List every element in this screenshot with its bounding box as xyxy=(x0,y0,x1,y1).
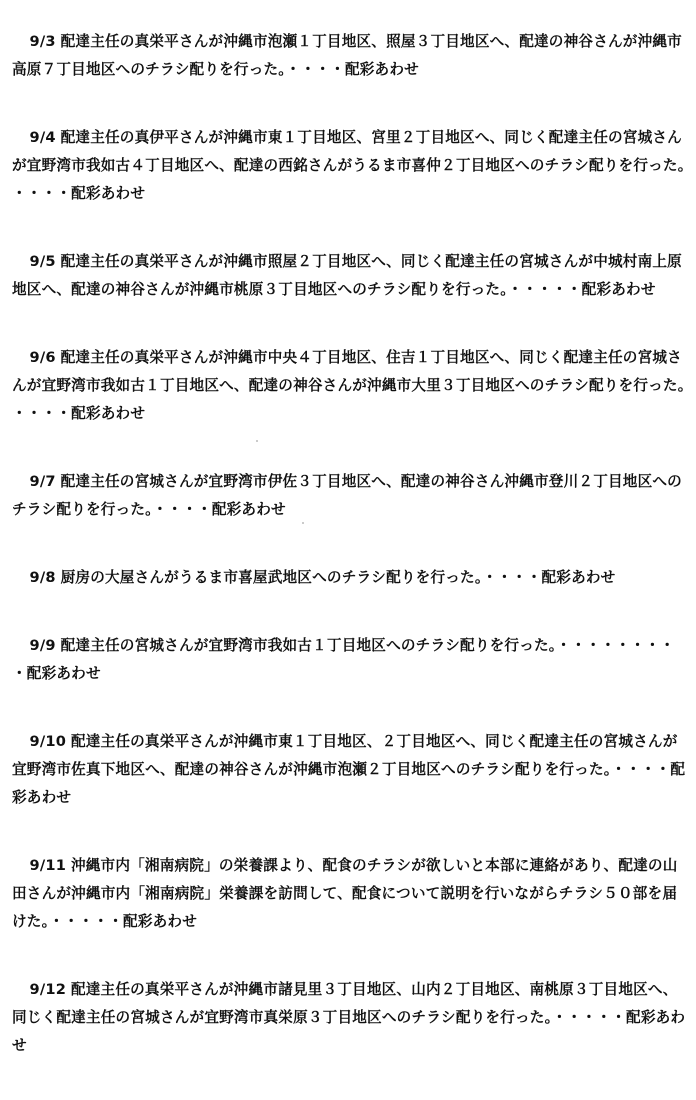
document-body xyxy=(12,28,688,1100)
entry-text: 配達主任の真栄平さんが沖縄市中央４丁目地区、住吉１丁目地区へ、同じく配達主任の宮城さんが宜野湾市我如古１丁目地区へ、配達の神谷さんが沖縄市大里３丁目地区へのチラシ配りを行った。・・・・配彩あわせ xyxy=(12,349,686,422)
log-entry-0911 xyxy=(12,852,688,936)
log-entry-0905 xyxy=(12,248,688,304)
scan-speck xyxy=(256,440,258,442)
entry-date: 9/10 xyxy=(29,733,67,750)
entry-date: 9/8 xyxy=(29,569,56,586)
entry-text: 配達主任の真栄平さんが沖縄市諸見里３丁目地区、山内２丁目地区、南桃原３丁目地区へ、同じく配達主任の宮城さんが宜野湾市真栄原３丁目地区へのチラシ配りを行った。・・・・・配彩あわせ xyxy=(12,981,686,1054)
entry-date: 9/9 xyxy=(29,637,56,654)
entry-date: 9/4 xyxy=(29,129,56,146)
entry-date: 9/7 xyxy=(29,473,56,490)
log-entry-0903 xyxy=(12,28,688,84)
entry-date: 9/3 xyxy=(29,33,56,50)
entry-date: 9/12 xyxy=(29,981,67,998)
entry-text: 配達主任の宮城さんが宜野湾市伊佐３丁目地区へ、配達の神谷さん沖縄市登川２丁目地区へのチラシ配りを行った。・・・・配彩あわせ xyxy=(12,473,682,518)
entry-text: 配達主任の宮城さんが宜野湾市我如古１丁目地区へのチラシ配りを行った。・・・・・・・・・配彩あわせ xyxy=(12,637,675,682)
log-entry-0909 xyxy=(12,632,688,688)
log-entry-0904 xyxy=(12,124,688,208)
entry-text: 配達主任の真栄平さんが沖縄市照屋２丁目地区へ、同じく配達主任の宮城さんが中城村南上原地区へ、配達の神谷さんが沖縄市桃原３丁目地区へのチラシ配りを行った。・・・・・配彩あわせ xyxy=(12,253,682,298)
entry-text: 沖縄市内「湘南病院」の栄養課より、配食のチラシが欲しいと本部に連絡があり、配達の山田さんが沖縄市内「湘南病院」栄養課を訪問して、配食について説明を行いながらチラシ５０部を届けた。・・・・・配彩あわせ xyxy=(12,857,678,930)
scan-speck xyxy=(302,522,304,524)
entry-date: 9/5 xyxy=(29,253,56,270)
entry-text: 厨房の大屋さんがうるま市喜屋武地区へのチラシ配りを行った。・・・・配彩あわせ xyxy=(60,569,616,586)
entry-text: 配達主任の真伊平さんが沖縄市東１丁目地区、宮里２丁目地区へ、同じく配達主任の宮城さんが宜野湾市我如古４丁目地区へ、配達の西銘さんがうるま市喜仲２丁目地区へのチラシ配りを行った。・・・・配彩あわせ xyxy=(12,129,686,202)
log-entry-0906 xyxy=(12,344,688,428)
log-entry-0910 xyxy=(12,728,688,812)
entry-text: 配達主任の真栄平さんが沖縄市東１丁目地区、２丁目地区へ、同じく配達主任の宮城さんが宜野湾市佐真下地区へ、配達の神谷さんが沖縄市泡瀬２丁目地区へのチラシ配りを行った。・・・・配彩あわせ xyxy=(12,733,686,806)
log-entry-0912 xyxy=(12,976,688,1060)
log-entry-0907 xyxy=(12,468,688,524)
log-entry-0908 xyxy=(12,564,688,592)
entry-date: 9/6 xyxy=(29,349,56,366)
entry-date: 9/11 xyxy=(29,857,67,874)
entry-text: 配達主任の真栄平さんが沖縄市泡瀬１丁目地区、照屋３丁目地区へ、配達の神谷さんが沖縄市高原７丁目地区へのチラシ配りを行った。・・・・配彩あわせ xyxy=(12,33,682,78)
